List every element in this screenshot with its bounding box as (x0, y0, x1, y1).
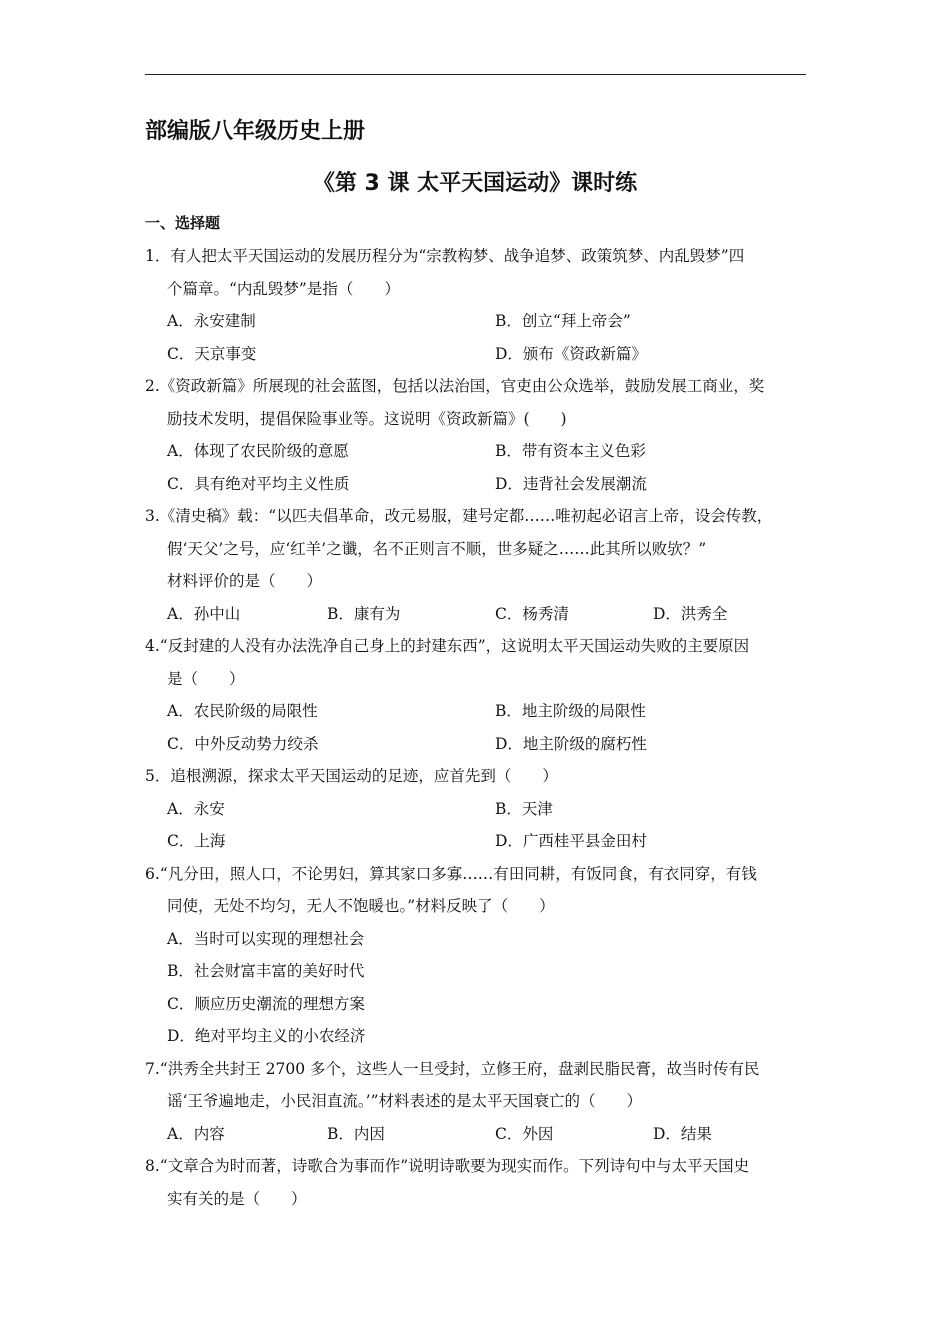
question-stem: 励技术发明，提倡保险事业等。这说明《资政新篇》( ) (167, 409, 567, 428)
question-6 (145, 858, 807, 1053)
option-d: D．违背社会发展潮流 (495, 474, 647, 493)
question-stem: 1．有人把太平天国运动的发展历程分为“宗教构梦、战争追梦、政策筑梦、内乱毁梦”四 (145, 247, 745, 265)
option-d: D．结果 (653, 1124, 712, 1143)
series-title: 部编版八年级历史上册 (145, 119, 366, 144)
option-group (145, 1118, 807, 1151)
option-b: B．康有为 (327, 604, 401, 623)
question-stem: 同使，无处不均匀，无人不饱暖也。”材料反映了（ ） (167, 897, 555, 915)
option-c: C．顺应历史潮流的理想方案 (167, 994, 365, 1013)
option-a: A．内容 (167, 1124, 225, 1143)
question-stem: 3.《清史稿》载：“以匹夫倡革命，改元易服，建号定都……唯初起必诏言上帝，设会传教， (145, 507, 773, 525)
option-d: D．洪秀全 (653, 604, 728, 623)
question-stem: 7.“洪秀全共封王 2700 多个，这些人一旦受封，立修王府，盘剥民脂民膏，故当时传有民 (145, 1059, 760, 1078)
header-rule (145, 74, 806, 75)
question-stem: 6.“凡分田，照人口，不论男妇，算其家口多寡……有田同耕，有饭同食，有衣同穿，有钱 (145, 864, 757, 883)
option-a: A．永安 (167, 799, 225, 818)
option-d: D．绝对平均主义的小农经济 (167, 1027, 366, 1045)
question-4 (145, 630, 807, 760)
question-7 (145, 1053, 807, 1151)
option-d: D．地主阶级的腐朽性 (495, 734, 647, 753)
option-group (145, 923, 807, 1053)
option-group (145, 793, 807, 858)
option-c: C．杨秀清 (495, 604, 569, 623)
question-8 (145, 1150, 807, 1215)
option-b: B．天津 (495, 799, 553, 818)
question-stem: 是（ ） (167, 669, 245, 688)
question-stem: 谣‘王爷遍地走，小民泪直流。’”材料表述的是太平天国衰亡的（ ） (167, 1092, 643, 1110)
section-heading: 一、选择题 (145, 214, 221, 232)
option-c: C．上海 (167, 832, 226, 850)
option-a: A．体现了农民阶级的意愿 (167, 442, 349, 460)
question-stem: 8.“文章合为时而著，诗歌合为事而作”说明诗歌要为现实而作。下列诗句中与太平天国史 (145, 1157, 750, 1175)
question-stem: 4.“反封建的人没有办法洗净自己身上的封建东西”，这说明太平天国运动失败的主要原因 (145, 637, 750, 655)
option-d: D．颁布《资政新篇》 (495, 344, 647, 363)
option-c: C．中外反动势力绞杀 (167, 734, 319, 753)
question-1 (145, 240, 807, 370)
option-a: A．孙中山 (167, 604, 241, 623)
question-stem: 5．追根溯源，探求太平天国运动的足迹，应首先到（ ） (145, 767, 558, 785)
option-group (145, 305, 807, 370)
option-c: C．具有绝对平均主义性质 (167, 474, 350, 493)
lesson-title: 《第 3 课 太平天国运动》课时练 (312, 171, 638, 196)
question-stem: 个篇章。“内乱毁梦”是指（ ） (167, 279, 400, 298)
option-b: B．地主阶级的局限性 (495, 702, 646, 720)
question-stem: 假‘天父’之号，应‘红羊’之谶，名不正则言不顺，世多疑之……此其所以败欤？” (167, 539, 707, 558)
option-group (145, 598, 807, 631)
question-2 (145, 370, 807, 500)
option-group (145, 435, 807, 500)
question-stem: 材料评价的是（ ） (167, 572, 323, 590)
option-a: A．永安建制 (167, 312, 256, 330)
question-stem: 2.《资政新篇》所展现的社会蓝图，包括以法治国，官吏由公众选举，鼓励发展工商业，奖 (145, 377, 765, 395)
option-b: B．创立“拜上帝会” (495, 312, 631, 330)
option-b: B．内因 (327, 1124, 385, 1143)
option-b: B．社会财富丰富的美好时代 (167, 962, 365, 980)
option-c: C．外因 (495, 1124, 554, 1143)
option-group (145, 695, 807, 760)
option-a: A．农民阶级的局限性 (167, 702, 318, 720)
option-b: B．带有资本主义色彩 (495, 442, 646, 460)
question-5 (145, 760, 807, 858)
question-stem: 实有关的是（ ） (167, 1189, 307, 1208)
option-c: C．天京事变 (167, 344, 257, 363)
question-3 (145, 500, 807, 630)
option-d: D．广西桂平县金田村 (495, 832, 647, 850)
option-a: A．当时可以实现的理想社会 (167, 929, 365, 948)
question-list (145, 240, 807, 1215)
